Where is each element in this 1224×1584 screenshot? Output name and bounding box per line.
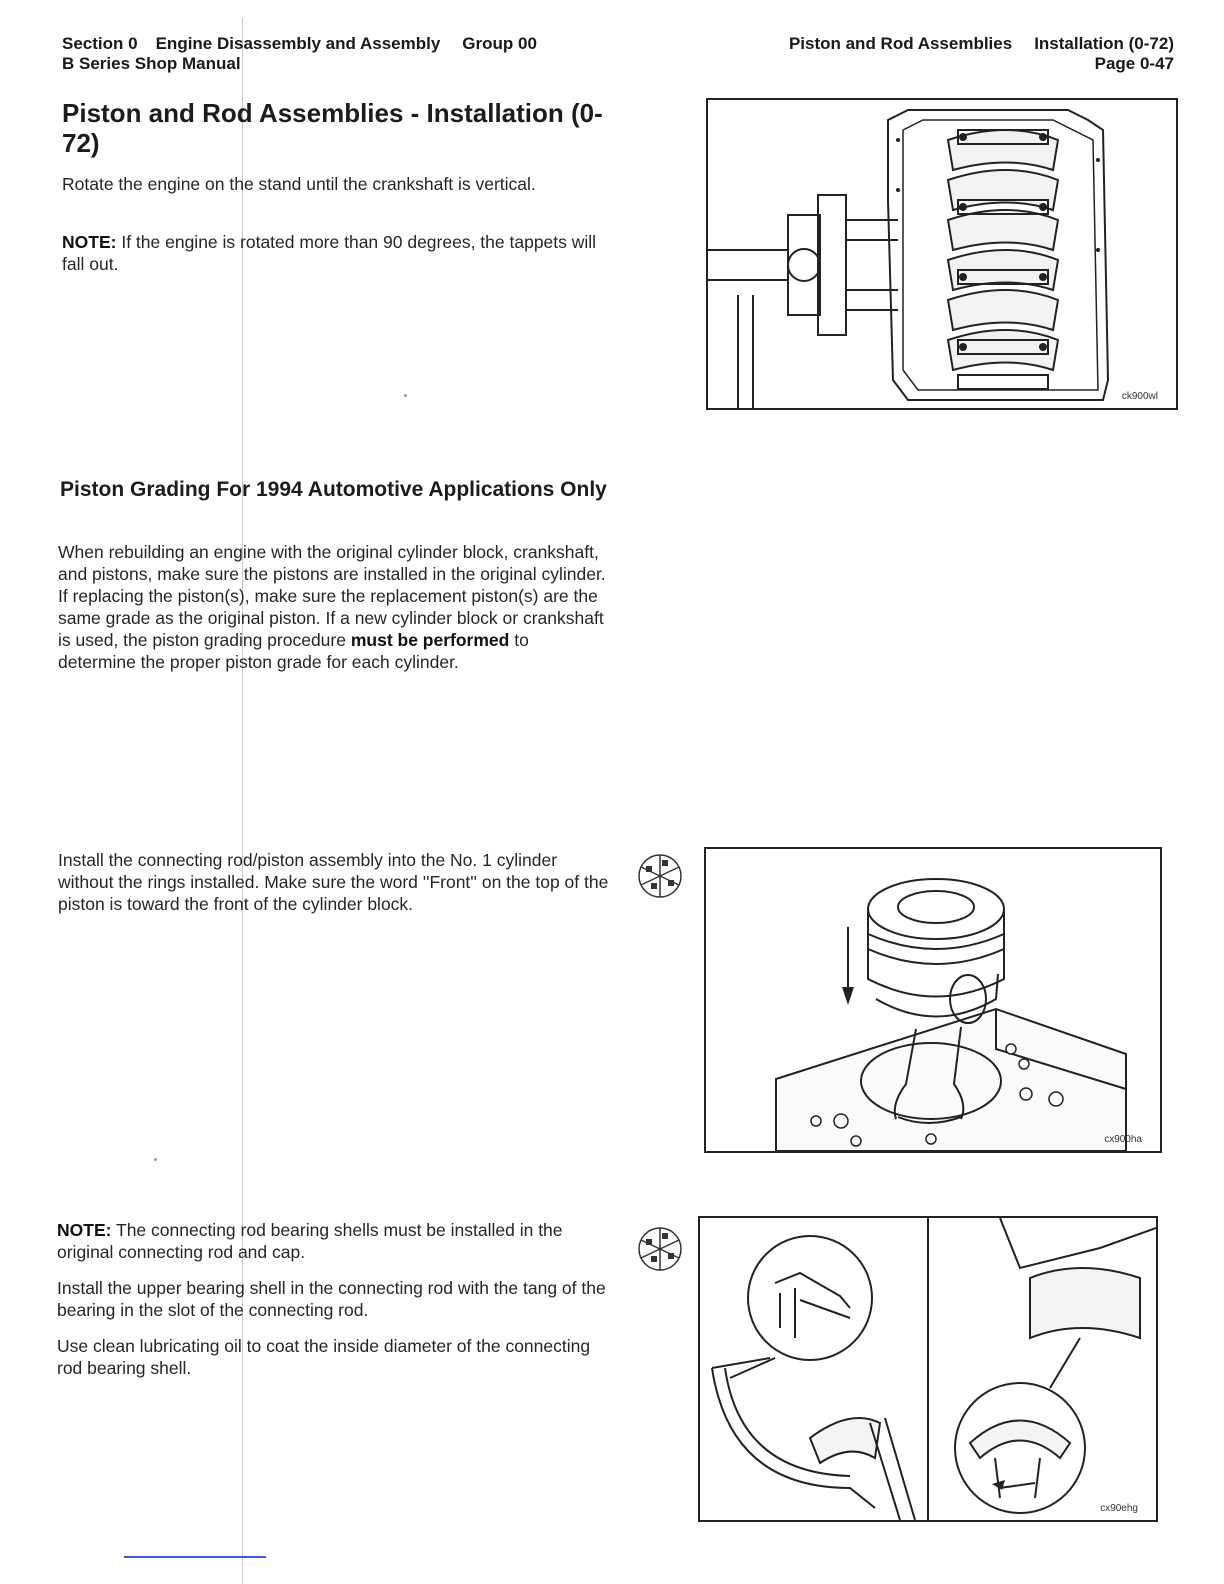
piston-install-illustration [706,849,1160,1151]
note-label: NOTE: [62,232,117,252]
header-manual: B Series Shop Manual [62,54,241,73]
scan-speck [404,394,407,397]
rotate-engine-step: Rotate the engine on the stand until the crankshaft is vertical. [62,174,536,194]
note-text: If the engine is rotated more than 90 degrees, the tappets will fall out. [62,232,597,274]
header-right [789,34,1174,74]
header-section: Section 0 [62,34,138,53]
crankshaft-figure [706,98,1178,410]
scan-underline-mark [124,1556,266,1558]
bearing-note-text: The connecting rod bearing shells must be installed in the original connecting rod and cap. [57,1220,563,1262]
tools-step-icon-2 [632,1225,688,1273]
grading-text-after: to determine the proper piston grade for each cylinder. [58,630,529,672]
grading-emphasis: must be performed [350,630,510,650]
header-topic: Piston and Rod Assemblies [788,34,1013,53]
tools-step-icon [632,852,688,900]
piston-grading-text [58,541,610,673]
install-rod-piston-step: Install the connecting rod/piston assembly into the No. 1 cylinder without the rings installed. Make sure the word ''Front'' on the top of the piston is toward the front of the cylinder block. [58,850,609,914]
bearing-shell-illustration [700,1218,1156,1520]
page-title: Piston and Rod Assemblies - Installation (0-72) [62,98,603,158]
scan-speck-2 [154,1158,157,1161]
bearing-note-label: NOTE: [57,1220,112,1240]
piston-install-figure [704,847,1162,1153]
crankshaft-illustration [708,100,1176,408]
header-left [62,34,537,74]
piston-figure-caption: cx900ha [1104,1134,1142,1145]
bearing-shells-note [57,1219,609,1263]
piston-grading-heading: Piston Grading For 1994 Automotive Applications Only [60,478,607,501]
upper-bearing-step: Install the upper bearing shell in the connecting rod with the tang of the bearing in the slot of the connecting rod. [57,1278,606,1320]
lubricate-bearing-step: Use clean lubricating oil to coat the inside diameter of the connecting rod bearing shell. [57,1336,591,1378]
header-group: Group 00 [462,34,537,53]
header-section-title: Engine Disassembly and Assembly [155,34,441,53]
grading-text-before: When rebuilding an engine with the original cylinder block, crankshaft, and pistons, make sure the pistons are installed in the original cylinder. If replacing the piston(s), make sure the replacement piston(s) are the same grade as the original piston. If a new cylinder block or crankshaft is used, the piston grading procedure [58,542,606,650]
bearing-figure-caption: cx90ehg [1100,1503,1138,1514]
bearing-shell-figure [698,1216,1158,1522]
tappets-note [62,231,614,275]
header-procedure: Installation (0-72) [1034,34,1174,53]
header-page-number: Page 0-47 [1094,54,1174,73]
crankshaft-figure-caption: ck900wl [1121,391,1158,402]
